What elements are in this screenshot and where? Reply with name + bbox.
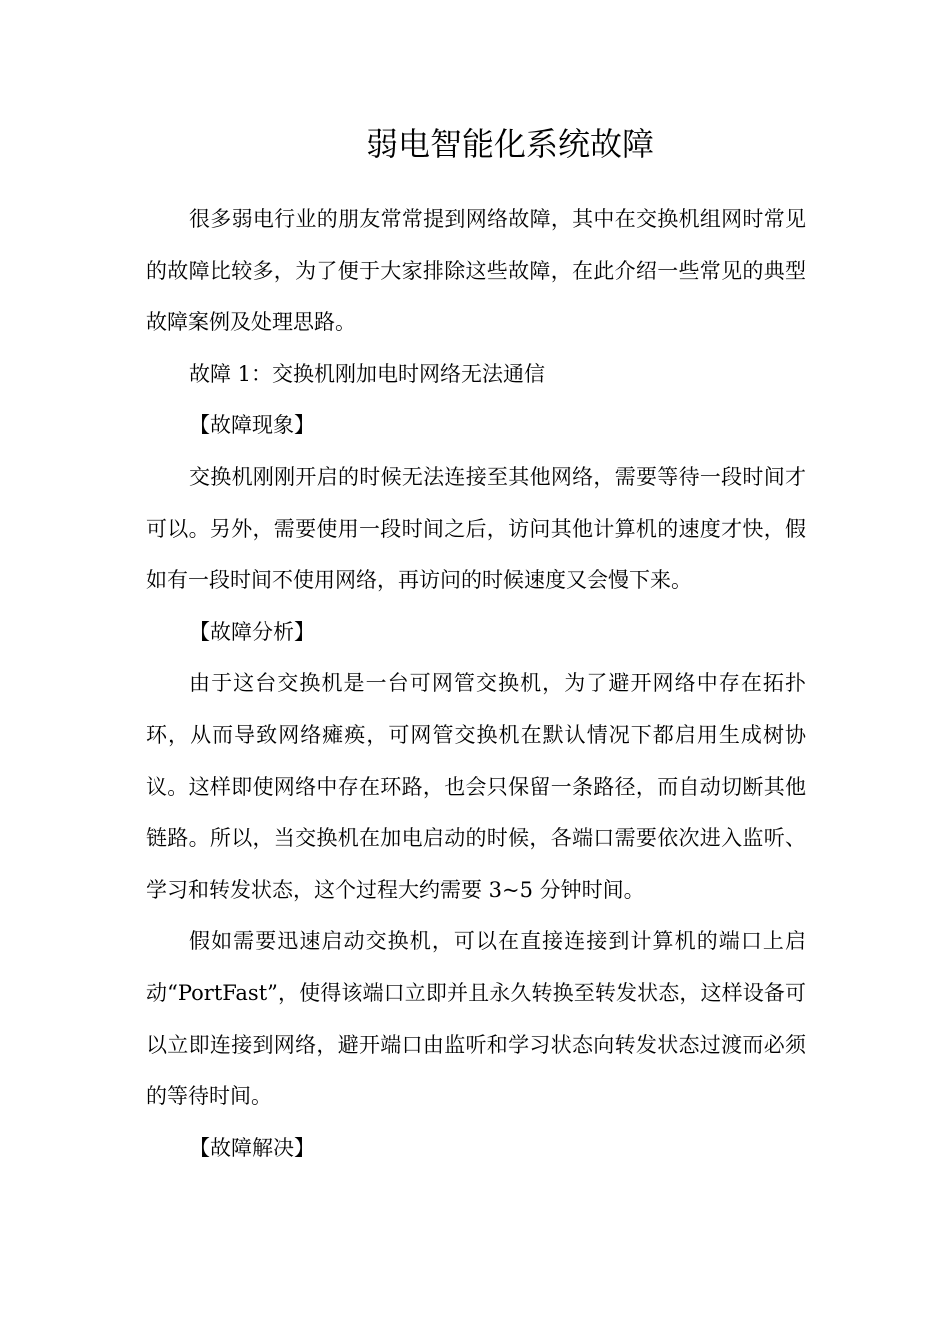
symptom-heading: 【故障现象】 <box>189 413 315 438</box>
document-body <box>146 194 806 1174</box>
fault-1-heading: 故障 1：交换机刚加电时网络无法通信 <box>189 361 546 386</box>
analysis-paragraph: 由于这台交换机是一台可网管交换机，为了避开网络中存在拓扑环，从而导致网络瘫痪，可网管交换机在默认情况下都启用生成树协议。这样即使网络中存在环路，也会只保留一条路径，而自动切断其他链路。所以，当交换机在加电启动的时候，各端口需要依次进入监听、学习和转发状态，这个过程大约需要 3~5 分钟时间。 <box>146 671 806 902</box>
analysis-heading: 【故障分析】 <box>189 619 315 644</box>
intro-paragraph: 很多弱电行业的朋友常常提到网络故障，其中在交换机组网时常见的故障比较多，为了便于大家排除这些故障，在此介绍一些常见的典型故障案例及处理思路。 <box>146 207 806 335</box>
solution-heading: 【故障解决】 <box>189 1135 315 1160</box>
symptom-paragraph: 交换机刚刚开启的时候无法连接至其他网络，需要等待一段时间才可以。另外，需要使用一段时间之后，访问其他计算机的速度才快，假如有一段时间不使用网络，再访问的时候速度又会慢下来。 <box>146 464 806 593</box>
portfast-paragraph: 假如需要迅速启动交换机，可以在直接连接到计算机的端口上启动“PortFast”，使得该端口立即并且永久转换至转发状态，这样设备可以立即连接到网络，避开端口由监听和学习状态向转发状态过渡而必须的等待时间。 <box>146 929 806 1109</box>
document-title: 弱电智能化系统故障 <box>365 125 654 163</box>
